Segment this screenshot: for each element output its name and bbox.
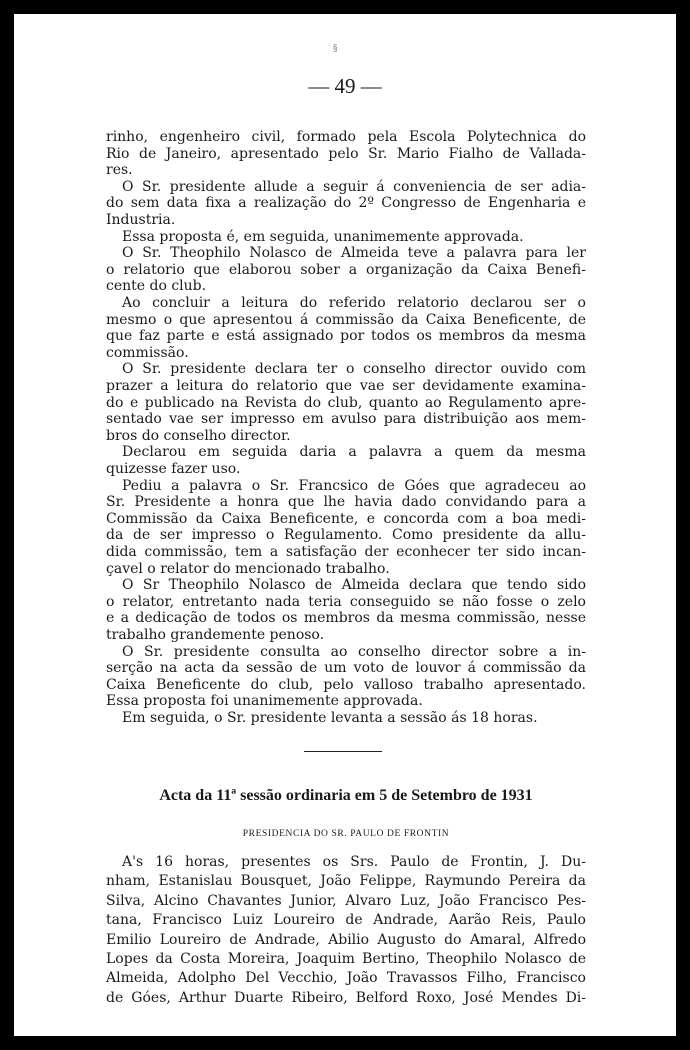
text-line: Caixa Beneficente do club, pelo valloso trabalho apresentado. xyxy=(106,676,586,693)
text-line xyxy=(106,1007,586,1027)
text-line: res. xyxy=(106,162,133,179)
text-line: Declarou em seguida daria a palavra a quem da mesma xyxy=(122,444,586,461)
section-divider xyxy=(304,751,382,752)
text-line: do sem data fixa a realização do 2º Congresso de Engenharia e xyxy=(106,195,586,212)
text-line: bros do conselho director. xyxy=(106,427,291,444)
text-line: Essa proposta foi unanimemente approvada. xyxy=(106,693,423,710)
text-line: Commissão da Caixa Beneficente, e concorda com a boa medi- xyxy=(106,510,586,527)
text-line: tana, Francisco Luiz Loureiro de Andrade, Aarão Reis, Paulo xyxy=(106,912,586,929)
text-line: Almeida, Adolpho Del Vecchio, João Travassos Filho, Francisco xyxy=(106,970,586,987)
text-line: e a dedicação de todos os membros da mesma commissão, nesse xyxy=(106,610,586,627)
text-line: Essa proposta é, em seguida, unanimemente approvada. xyxy=(122,228,524,245)
text-line: do e publicado na Revista do club, quanto ao Regulamento apre- xyxy=(106,394,586,411)
text-line: O Sr Theophilo Nolasco de Almeida declara que tendo sido xyxy=(122,577,586,594)
text-line: Em seguida, o Sr. presidente levanta a sessão ás 18 horas. xyxy=(122,710,538,726)
text-line: mesmo o que apresentou á commissão da Caixa Beneficente, de xyxy=(106,311,586,328)
text-line: prazer a leitura do relatorio que vae ser devidamente examina- xyxy=(106,378,586,394)
text-line: çavel o relator do mencionado trabalho. xyxy=(106,560,390,577)
text-line: O Sr. presidente consulta ao conselho director sobre a in- xyxy=(122,643,586,660)
page-number: — 49 — xyxy=(308,74,382,98)
text-line: dida commissão, tem a satisfação der econhecer ter sido incan- xyxy=(106,544,586,560)
text-line: O Sr. presidente declara ter o conselho director ouvido com xyxy=(122,361,586,378)
text-line: O Sr. Theophilo Nolasco de Almeida teve a palavra para ler xyxy=(122,245,586,262)
text-line: da de ser impresso o Regulamento. Como presidente da allu- xyxy=(106,527,586,544)
text-line: cente do club. xyxy=(106,278,207,295)
section-subheading: PRESIDENCIA DO SR. PAULO DE FRONTIN xyxy=(242,829,450,839)
text-line: o relator, entretanto nada teria conseguido se não fosse o zelo xyxy=(106,593,586,610)
text-line: Emilio Loureiro de Andrade, Abilio Augusto do Amaral, Alfredo xyxy=(106,931,586,948)
document-page xyxy=(14,14,676,1036)
text-line: Pediu a palavra o Sr. Francsico de Góes que agradeceu ao xyxy=(122,477,586,494)
page-mark: § xyxy=(333,44,338,54)
text-line: que faz parte e está assignado por todos os membros da mesma xyxy=(106,328,586,345)
text-line: quizesse fazer uso. xyxy=(106,461,241,477)
text-line: A's 16 horas, presentes os Srs. Paulo de Frontin, J. Du- xyxy=(122,854,586,870)
text-line: Silva, Alcino Chavantes Junior, Alvaro Luz, João Francisco Pes- xyxy=(106,892,586,909)
text-line: trabalho grandemente penoso. xyxy=(106,627,325,643)
text-line: O Sr. presidente allude a seguir á conveniencia de ser adia- xyxy=(122,178,586,195)
text-line: nham, Estanislau Bousquet, João Felippe, Raymundo Pereira da xyxy=(106,873,586,890)
text-line: Ao concluir a leitura do referido relatorio declarou ser o xyxy=(122,295,586,311)
text-line: Industria. xyxy=(106,212,176,228)
text-line: rinho, engenheiro civil, formado pela Escola Polytechnica do xyxy=(106,129,586,145)
text-line: o relatorio que elaborou sober a organização da Caixa Benefi- xyxy=(106,261,586,278)
text-line: Lopes da Costa Moreira, Joaquim Bertino, Theophilo Nolasco de xyxy=(106,951,586,967)
text-line: serção na acta da sessão de um voto de louvor á commissão da xyxy=(106,660,586,677)
text-line: commissão. xyxy=(106,344,189,361)
text-line: sentado vae ser impresso em avulso para distribuição aos mem- xyxy=(106,411,586,428)
section-heading: Acta da 11ª sessão ordinaria em 5 de Setembro de 1931 xyxy=(159,787,533,804)
text-line: Rio de Janeiro, apresentado pelo Sr. Mario Fialho de Vallada- xyxy=(106,145,586,162)
text-line: de Góes, Arthur Duarte Ribeiro, Belford Roxo, José Mendes Di- xyxy=(106,989,586,1006)
text-line: Sr. Presidente a honra que lhe havia dado convidando para a xyxy=(106,494,586,511)
